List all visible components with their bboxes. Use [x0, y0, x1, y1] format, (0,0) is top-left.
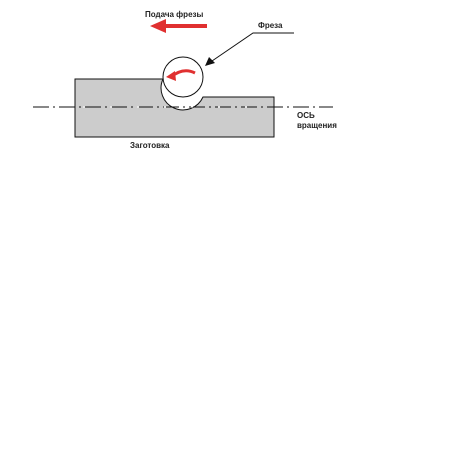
feed-label: Подача фрезы: [145, 10, 204, 19]
axis-label-line1: ОСЬ: [297, 111, 315, 120]
workpiece-label: Заготовка: [130, 141, 170, 150]
feed-arrow-icon: [150, 19, 207, 33]
cutter-leader: [205, 33, 294, 66]
axis-label-line2: вращения: [297, 121, 337, 130]
cutter-label: Фреза: [258, 21, 283, 30]
